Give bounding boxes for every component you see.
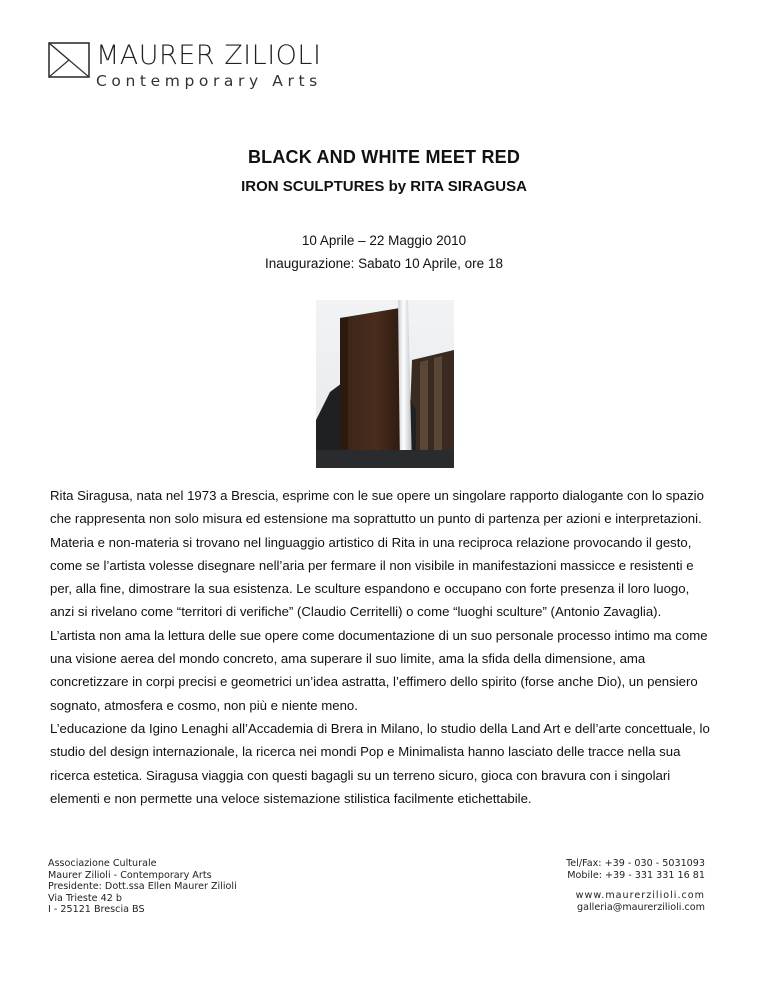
footer-address bbox=[48, 858, 237, 916]
footer-line: Presidente: Dott.ssa Ellen Maurer Zilioli bbox=[48, 881, 237, 892]
paragraph: L’educazione da Igino Lenaghi all’Accademia di Brera in Milano, lo studio della Land Art e dell’arte concettuale, lo studio del design internazionale, la ricerca nei mondi Pop e Minimalista hanno lasciato delle tracce nella sua ricerca estetica. Siragusa viaggia con questi bagagli su un terreno sicuro, gioca con bravura con i singolari elementi e non permette una veloce sistemazione stilistica facilmente etichettabile. bbox=[50, 720, 710, 806]
paragraph: L’artista non ama la lettura delle sue opere come documentazione di un suo personale processo intimo ma come una visione aerea del mondo concreto, ama superare il suo limite, ama la sfida della dimensione, ama concretizzare in corpi precisi e geometrici un’idea astratta, l’effimero dello spirito (forse anche Dio), un pensiero sognato, atmosfera e cosmo, non più e niente meno. bbox=[50, 627, 708, 713]
sculpture-photo bbox=[316, 300, 454, 468]
website-link[interactable]: www.maurerzilioli.com bbox=[575, 890, 705, 901]
envelope-logo-icon bbox=[48, 42, 90, 78]
footer-line: Maurer Zilioli - Contemporary Arts bbox=[48, 869, 212, 881]
exhibition-opening: Inaugurazione: Sabato 10 Aprile, ore 18 bbox=[265, 256, 503, 271]
exhibition-dates: 10 Aprile – 22 Maggio 2010 bbox=[301, 233, 467, 248]
press-release-body bbox=[50, 484, 710, 810]
footer-phone: Tel/Fax: +39 - 030 - 5031093 bbox=[566, 858, 705, 869]
paragraph: Rita Siragusa, nata nel 1973 a Brescia, esprime con le sue opere un singolare rapporto dialogante con lo spazio che rappresenta non solo misura ed estensione ma soprattutto un punto di partenza per azioni e interpretazioni. Materia e non-materia si trovano nel linguaggio artistico di Rita in una reciproca relazione provocando il gesto, come se l’artista volesse disegnare nell’aria per fermare il non visibile in manifestazioni massicce e resistenti e per, alla fine, dimostrare la sua esistenza. Le sculture espandono e occupano con forte presenza il loro luogo, anzi si rivelano come “territori di verifiche” (Claudio Cerritelli) o come “luoghi sculture” (Antonio Zavaglia). bbox=[50, 488, 704, 620]
footer-line: Associazione Culturale bbox=[48, 858, 157, 869]
footer-mobile: Mobile: +39 - 331 331 16 81 bbox=[567, 869, 705, 881]
email-link[interactable]: galleria@maurerzilioli.com bbox=[577, 901, 705, 913]
gallery-logo bbox=[48, 42, 322, 90]
logo-subtitle: Contemporary Arts bbox=[96, 72, 322, 90]
logo-name: MAURER ZILIOLI bbox=[96, 40, 322, 71]
footer-contacts bbox=[566, 858, 705, 913]
exhibition-title: BLACK AND WHITE MEET RED bbox=[247, 147, 521, 167]
footer-line: I - 25121 Brescia BS bbox=[48, 904, 145, 915]
exhibition-subtitle: IRON SCULPTURES by RITA SIRAGUSA bbox=[241, 178, 527, 195]
footer-line: Via Trieste 42 b bbox=[48, 892, 122, 904]
